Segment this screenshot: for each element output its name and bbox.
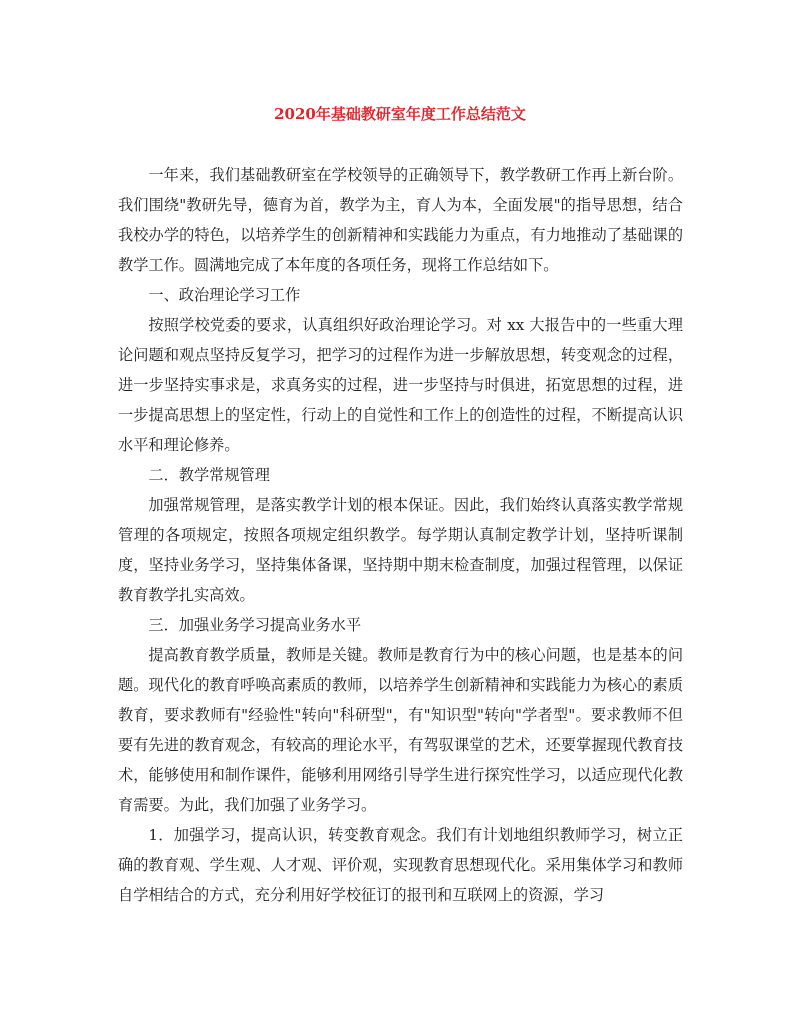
section-heading-teaching-management: 二．教学常规管理	[148, 466, 270, 484]
section-heading-politics: 一、政治理论学习工作	[148, 286, 301, 304]
section-heading-professional-study: 三．加强业务学习提高业务水平	[148, 616, 362, 634]
paragraph-item-1: 1．加强学习，提高认识，转变教育观念。我们有计划地组织教师学习，树立正确的教育观、学生观、人才观、评价观，实现教育思想现代化。采用集体学习和教师自学相结合的方式，充分利用好学校征订的报刊和互联网上的资源，学习	[118, 826, 683, 904]
page-title: 2020年基础教研室年度工作总结范文	[274, 105, 526, 123]
paragraph-intro: 一年来，我们基础教研室在学校领导的正确领导下，教学教研工作再上新台阶。我们围绕"教研先导，德育为首，教学为主，育人为本，全面发展"的指导思想，结合我校办学的特色，以培养学生的创新精神和实践能力为重点，有力地推动了基础课的教学工作。圆满地完成了本年度的各项任务，现将工作总结如下。	[118, 166, 683, 274]
paragraph-politics: 按照学校党委的要求，认真组织好政治理论学习。对 xx 大报告中的一些重大理论问题和观点坚持反复学习，把学习的过程作为进一步解放思想，转变观念的过程，进一步坚持实事求是，求真务实的过程，进一步坚持与时俱进，拓宽思想的过程，进一步提高思想上的坚定性，行动上的自觉性和工作上的创造性的过程，不断提高认识水平和理论修养。	[118, 316, 683, 454]
paragraph-professional-study: 提高教育教学质量，教师是关键。教师是教育行为中的核心问题，也是基本的问题。现代化的教育呼唤高素质的教师，以培养学生创新精神和实践能力为核心的素质教育，要求教师有"经验性"转向"科研型"，有"知识型"转向"学者型"。要求教师不但要有先进的教育观念，有较高的理论水平，有驾驭课堂的艺术，还要掌握现代教育技术，能够使用和制作课件，能够利用网络引导学生进行探究性学习，以适应现代化教育需要。为此，我们加强了业务学习。	[118, 646, 683, 814]
paragraph-teaching-management: 加强常规管理，是落实教学计划的根本保证。因此，我们始终认真落实教学常规管理的各项规定，按照各项规定组织教学。每学期认真制定教学计划，坚持听课制度，坚持业务学习，坚持集体备课，坚持期中期末检查制度，加强过程管理，以保证教育教学扎实高效。	[118, 496, 683, 604]
document-body	[118, 160, 683, 910]
